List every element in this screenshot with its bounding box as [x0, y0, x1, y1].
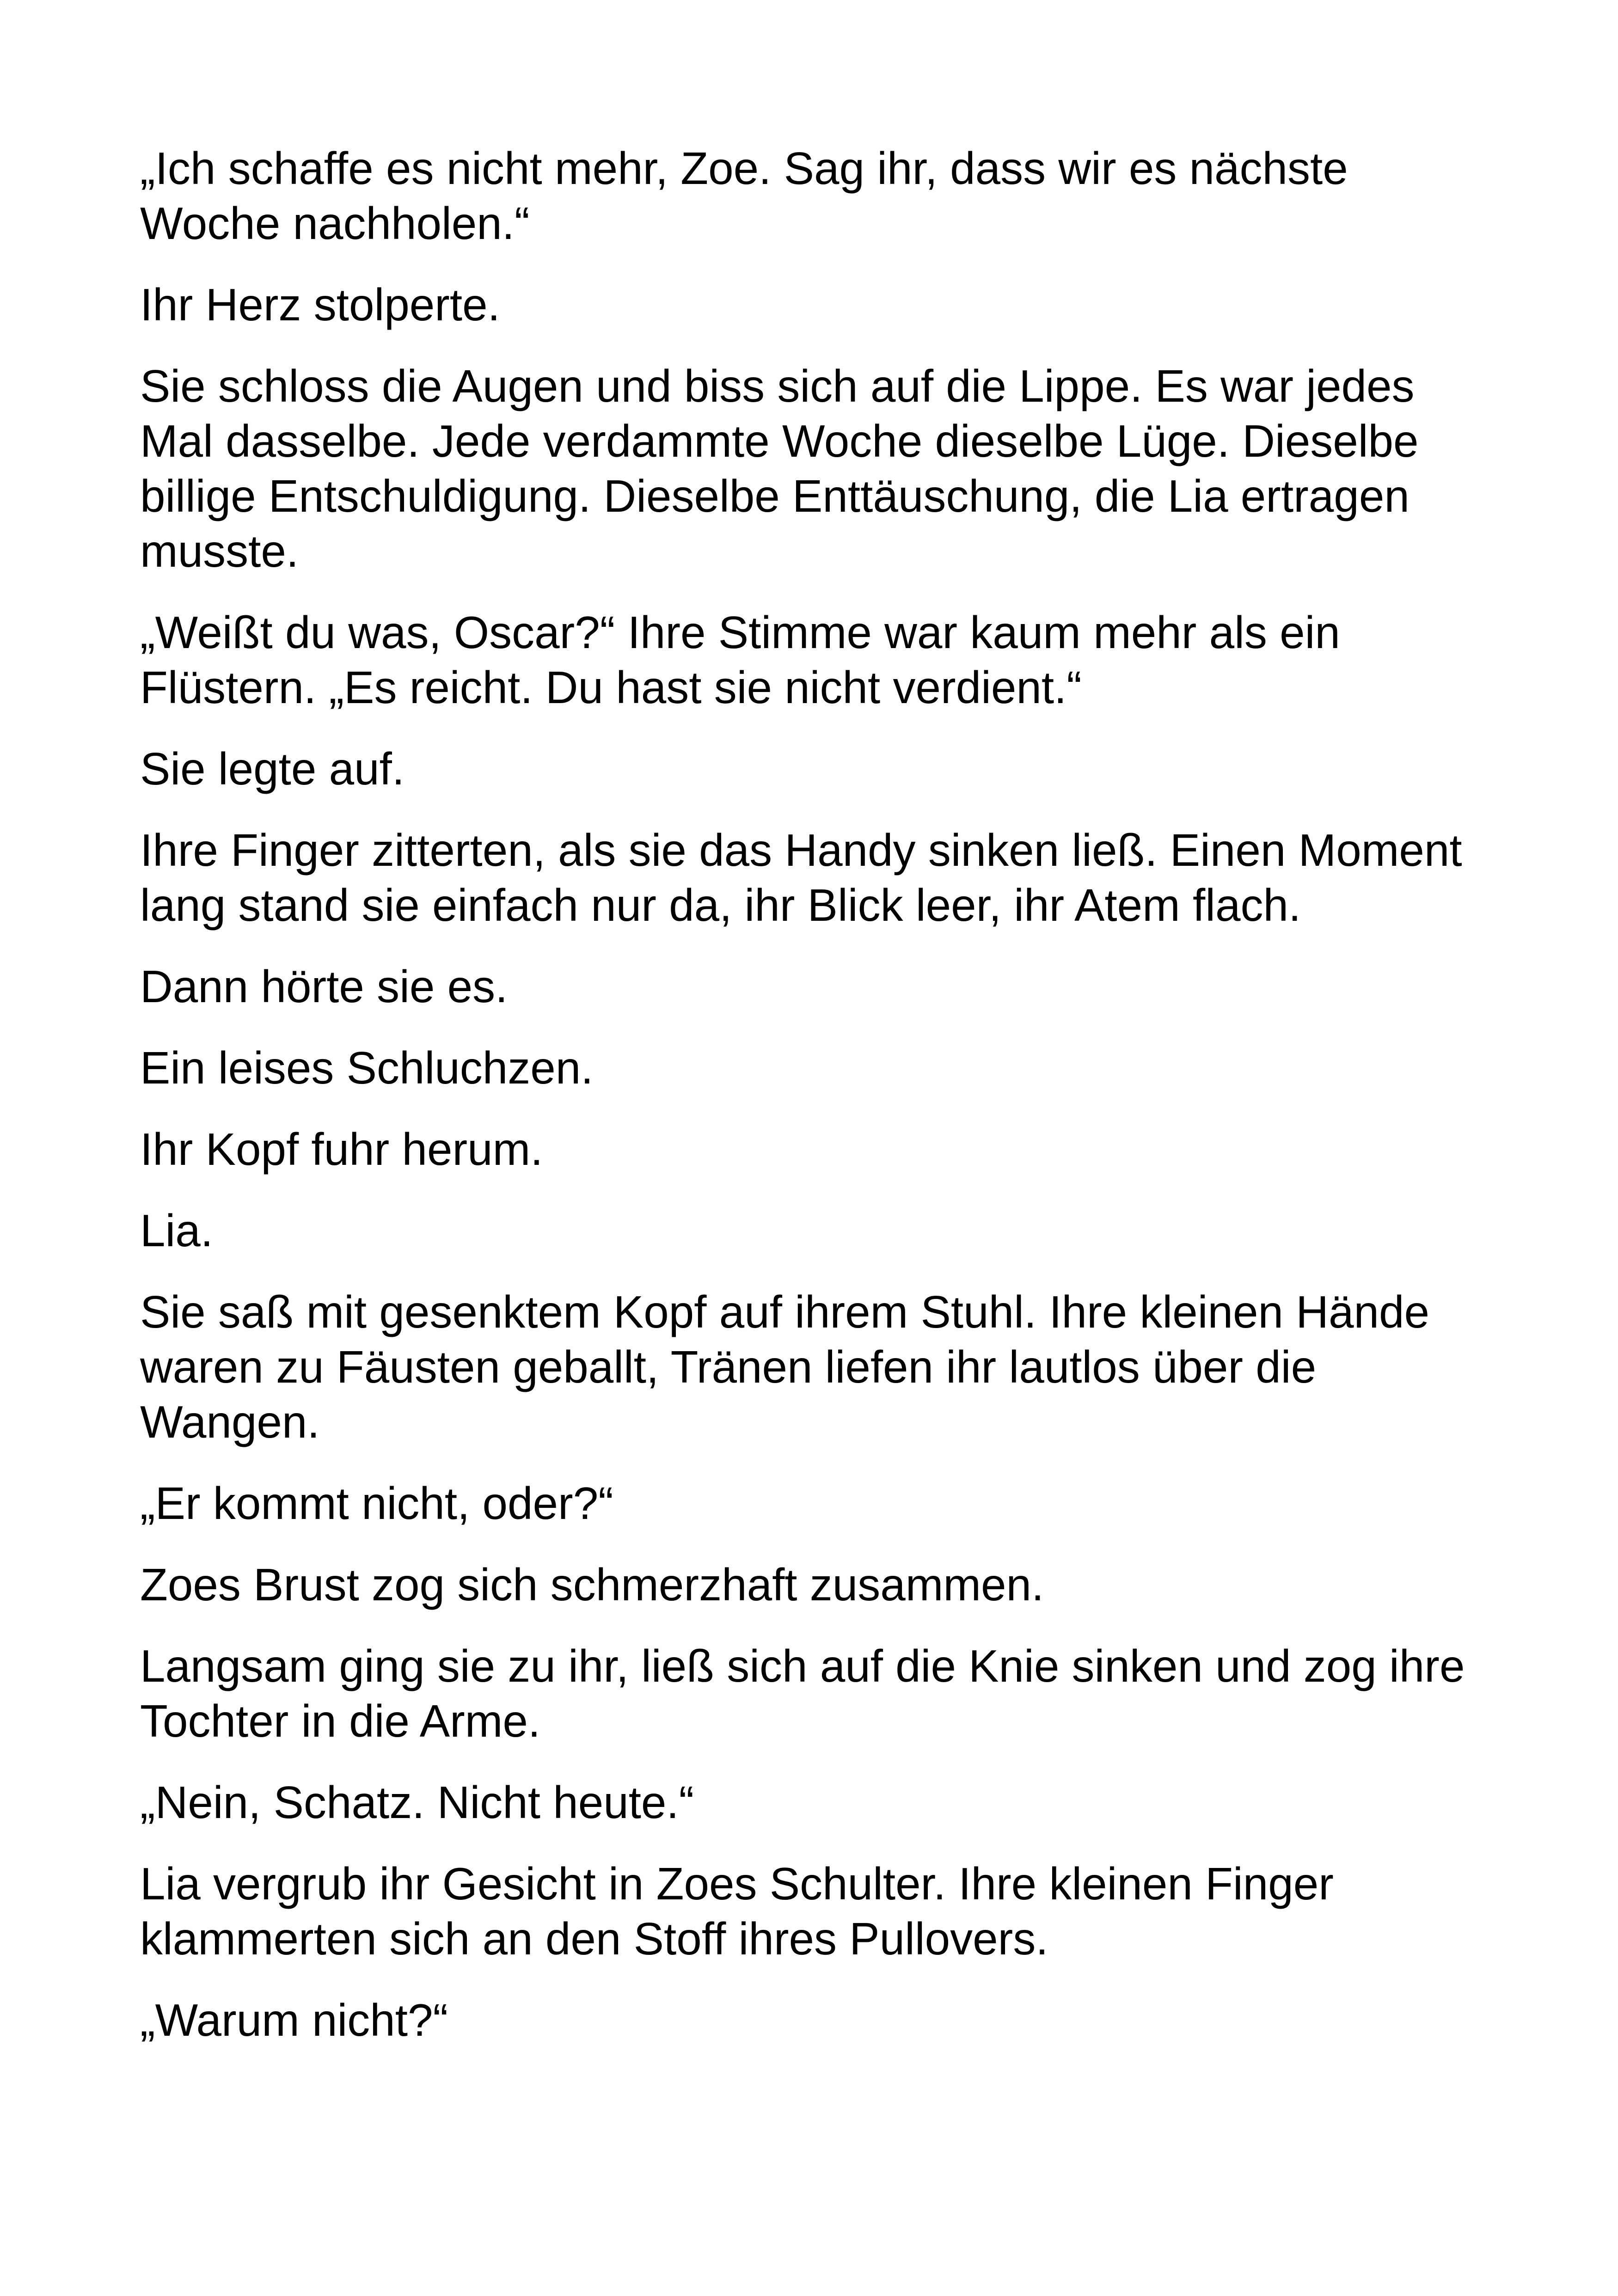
paragraph-8: Ein leises Schluchzen. — [140, 1042, 594, 1093]
paragraph-6: Ihre Finger zitterten, als sie das Handy sinken ließ. Einen Moment lang stand sie einfach nur da, ihr Blick leer, ihr Atem flach. — [140, 825, 1462, 931]
paragraph-14: Langsam ging sie zu ihr, ließ sich auf die Knie sinken und zog ihre Tochter in die Arme. — [140, 1641, 1465, 1746]
paragraph-4: „Weißt du was, Oscar?“ Ihre Stimme war kaum mehr als ein Flüstern. „Es reicht. Du hast sie nicht verdient.“ — [140, 607, 1340, 713]
paragraph-9: Ihr Kopf fuhr herum. — [140, 1124, 543, 1175]
paragraph-13: Zoes Brust zog sich schmerzhaft zusammen. — [140, 1559, 1044, 1610]
paragraph-11: Sie saß mit gesenktem Kopf auf ihrem Stuhl. Ihre kleinen Hände waren zu Fäusten geballt, Tränen liefen ihr lautlos über die Wangen. — [140, 1286, 1429, 1447]
paragraph-17: „Warum nicht?“ — [140, 1995, 448, 2045]
paragraph-1: „Ich schaffe es nicht mehr, Zoe. Sag ihr, dass wir es nächste Woche nachholen.“ — [140, 143, 1348, 249]
paragraph-3: Sie schloss die Augen und biss sich auf die Lippe. Es war jedes Mal dasselbe. Jede verdammte Woche dieselbe Lüge. Dieselbe billige Entschuldigung. Dieselbe Enttäuschung, die Lia ertragen musste. — [140, 361, 1419, 576]
paragraph-12: „Er kommt nicht, oder?“ — [140, 1478, 613, 1529]
paragraph-5: Sie legte auf. — [140, 743, 405, 794]
paragraph-2: Ihr Herz stolperte. — [140, 279, 500, 330]
paragraph-7: Dann hörte sie es. — [140, 961, 508, 1012]
paragraph-15: „Nein, Schatz. Nicht heute.“ — [140, 1777, 694, 1828]
paragraph-10: Lia. — [140, 1205, 214, 1256]
paragraph-16: Lia vergrub ihr Gesicht in Zoes Schulter. Ihre kleinen Finger klammerten sich an den Stoff ihres Pullovers. — [140, 1858, 1334, 1964]
